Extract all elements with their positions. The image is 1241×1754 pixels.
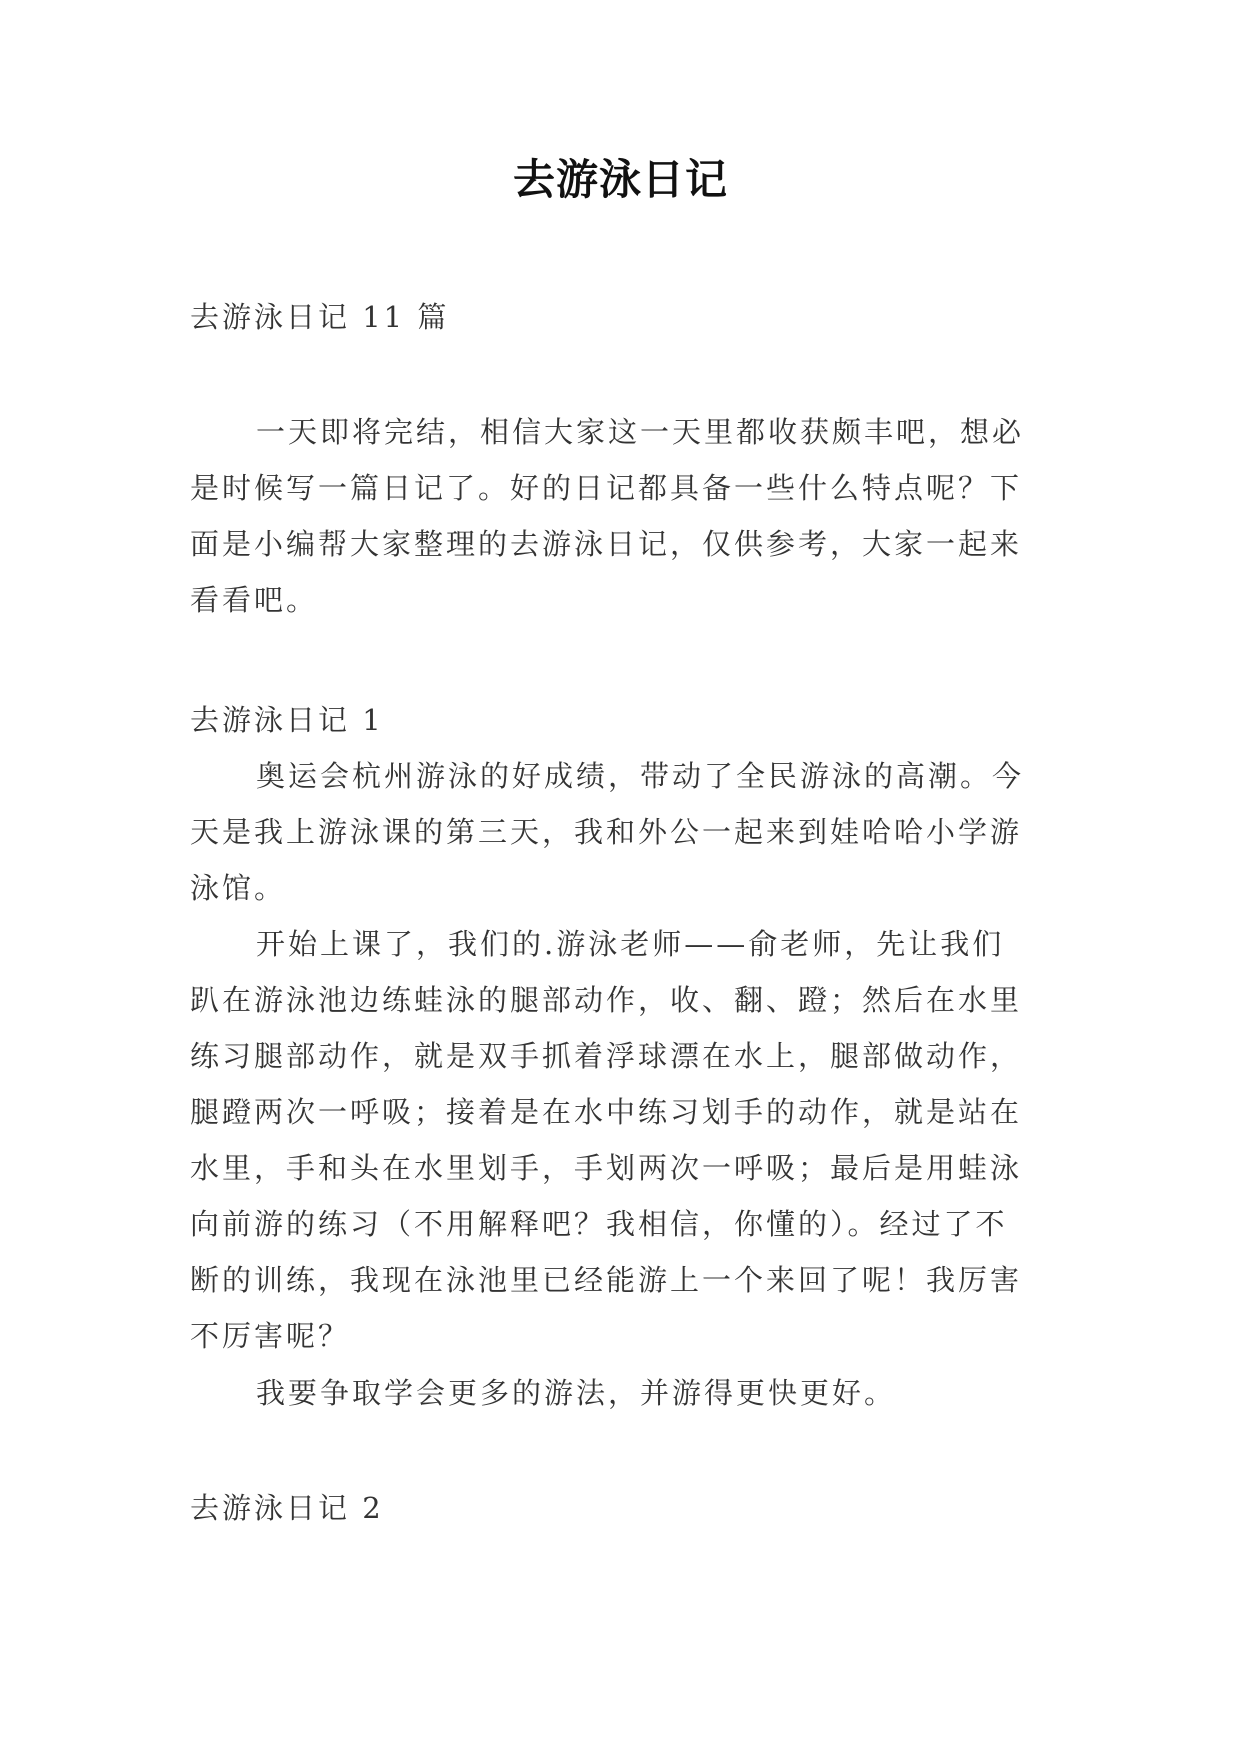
intro-line: 是时候写一篇日记了。好的日记都具备一些什么特点呢？下: [190, 471, 1023, 505]
paragraph-line: 我要争取学会更多的游法，并游得更快更好。: [256, 1376, 897, 1410]
paragraph-line: 趴在游泳池边练蛙泳的腿部动作，收、翻、蹬；然后在水里: [190, 983, 1023, 1017]
paragraph-line: 练习腿部动作，就是双手抓着浮球漂在水上，腿部做动作，: [190, 1039, 1023, 1073]
paragraph-line: 奥运会杭州游泳的好成绩，带动了全民游泳的高潮。今: [256, 759, 1025, 793]
paragraph-line: 开始上课了，我们的.游泳老师——俞老师，先让我们: [256, 927, 1005, 961]
paragraph-line: 腿蹬两次一呼吸；接着是在水中练习划手的动作，就是站在: [190, 1095, 1023, 1129]
document-subtitle: 去游泳日记 11 篇: [190, 300, 450, 334]
intro-line: 面是小编帮大家整理的去游泳日记，仅供参考，大家一起来: [190, 527, 1023, 561]
document-title: 去游泳日记: [512, 155, 728, 204]
paragraph-line: 断的训练，我现在泳池里已经能游上一个来回了呢！我厉害: [190, 1263, 1023, 1297]
paragraph-line: 水里，手和头在水里划手，手划两次一呼吸；最后是用蛙泳: [190, 1151, 1023, 1185]
intro-line: 看看吧。: [190, 583, 319, 617]
paragraph-line: 泳馆。: [190, 871, 287, 905]
paragraph-line: 天是我上游泳课的第三天，我和外公一起来到娃哈哈小学游: [190, 815, 1023, 849]
intro-line: 一天即将完结，相信大家这一天里都收获颇丰吧，想必: [256, 415, 1025, 449]
section-heading: 去游泳日记 1: [190, 703, 384, 737]
paragraph-line: 不厉害呢？: [190, 1319, 351, 1353]
section-heading: 去游泳日记 2: [190, 1491, 384, 1525]
paragraph-line: 向前游的练习（不用解释吧？我相信，你懂的）。经过了不: [190, 1207, 1008, 1241]
